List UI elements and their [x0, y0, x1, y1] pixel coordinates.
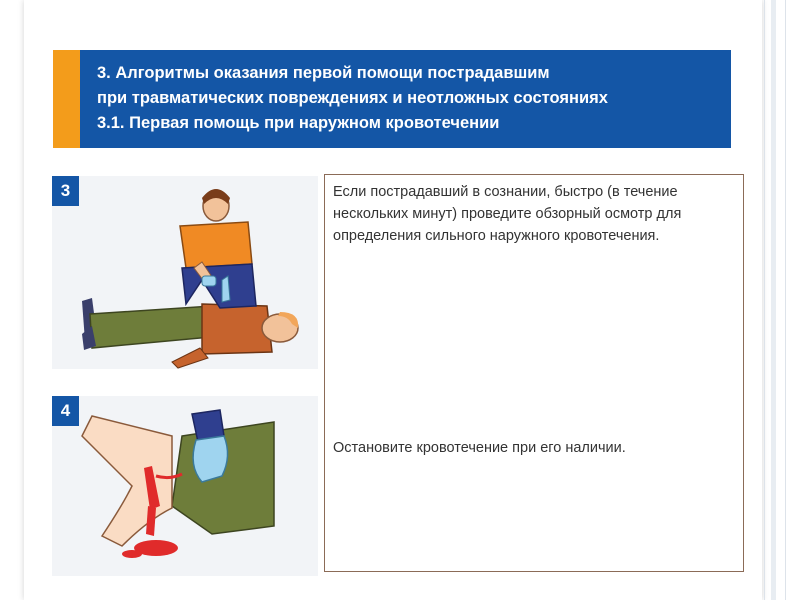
- step-4-instruction: Остановите кровотечение при его наличии.: [333, 440, 626, 456]
- victim-figure: [82, 298, 298, 368]
- header-banner: [53, 50, 731, 148]
- step-3-panel: [52, 176, 318, 369]
- step-4-number: 4: [52, 396, 79, 426]
- gloved-hand: [192, 410, 228, 482]
- gloved-hand-on-bleeding-leg-image: [52, 396, 318, 576]
- step-3-number: 3: [52, 176, 79, 206]
- page-title: [97, 61, 721, 136]
- step-3-instruction: Если пострадавший в сознании, быстро (в течение нескольких минут) проведите обзорный осмотр для определения сильного наружного кровотечения.: [333, 184, 682, 244]
- window-edge: [764, 0, 786, 600]
- step-4-panel: [52, 396, 318, 576]
- header-accent-stripe: [53, 50, 80, 148]
- title-line-2: при травматических повреждениях и неотложных состояниях: [97, 89, 608, 107]
- rescuer-examining-victim-image: [52, 176, 318, 369]
- rescuer-figure: [180, 189, 256, 308]
- title-line-3: 3.1. Первая помощь при наружном кровотечении: [97, 114, 500, 132]
- instruction-text-box: [324, 174, 744, 572]
- title-line-1: 3. Алгоритмы оказания первой помощи пострадавшим: [97, 64, 550, 82]
